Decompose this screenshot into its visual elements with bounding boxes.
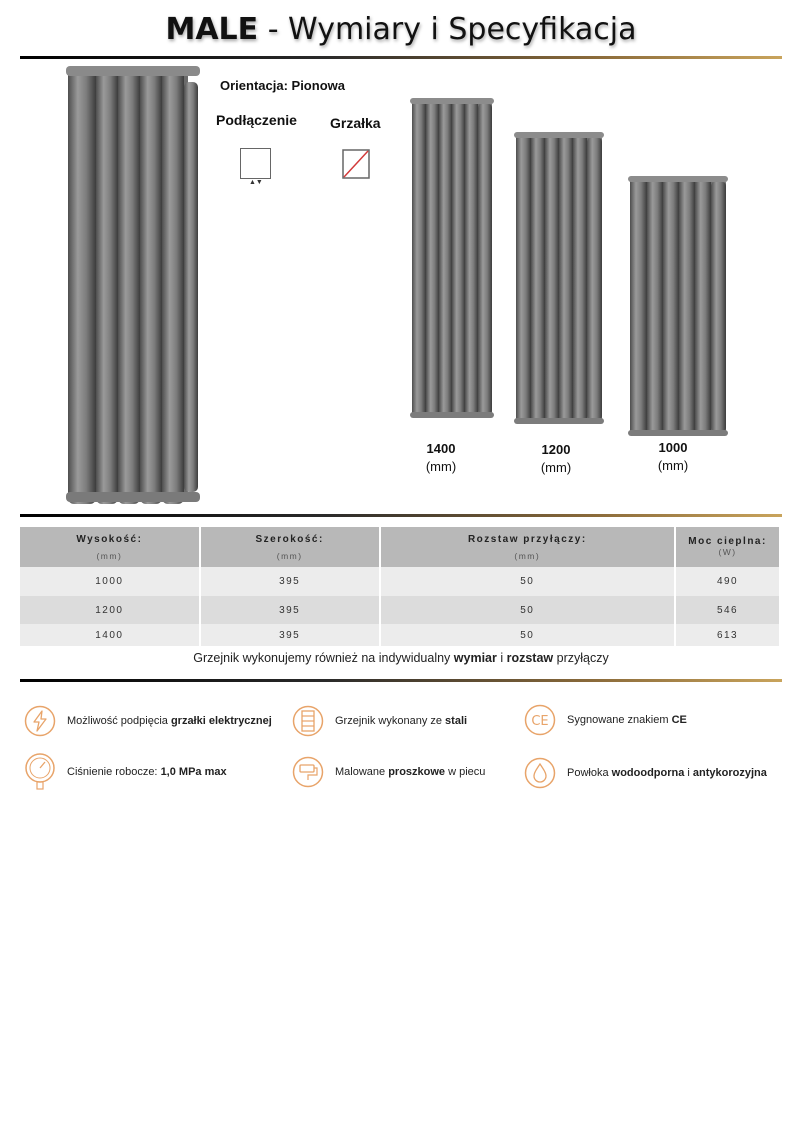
feature-ce: CE Sygnowane znakiem CE — [524, 704, 687, 736]
water-drop-icon — [524, 757, 556, 789]
radiator-main-image — [38, 64, 218, 508]
features-divider — [20, 679, 782, 682]
pressure-gauge-icon — [24, 753, 56, 791]
table-row — [20, 596, 780, 624]
feature-pressure: Ciśnienie robocze: 1,0 MPa max — [24, 753, 227, 791]
header-width: Szerokość: (mm) — [200, 527, 380, 567]
size-label-1400: 1400 (mm) — [425, 441, 457, 474]
cell-height: 1000 — [20, 567, 200, 596]
cell-power: 490 — [675, 567, 780, 596]
section-divider — [20, 514, 782, 517]
cell-width: 395 — [200, 567, 380, 596]
radiator-1200-image — [512, 130, 606, 426]
ladder-icon — [292, 705, 324, 737]
connection-label: Podłączenie — [216, 112, 297, 128]
cell-width: 395 — [200, 624, 380, 646]
heater-label: Grzałka — [330, 115, 381, 131]
paint-roller-icon — [292, 756, 324, 788]
cell-height: 1200 — [20, 596, 200, 624]
table-row — [20, 624, 780, 646]
header-height: Wysokość: (mm) — [20, 527, 200, 567]
orientation-label: Orientacja: Pionowa — [220, 78, 345, 93]
custom-size-note: Grzejnik wykonujemy również na indywidualny wymiar i rozstaw przyłączy — [193, 651, 609, 665]
header-divider — [20, 56, 782, 59]
cell-spacing: 50 — [380, 596, 676, 624]
spec-table — [20, 527, 781, 646]
size-label-1000: 1000 (mm) — [657, 440, 689, 473]
cell-spacing: 50 — [380, 567, 676, 596]
table-header-row — [20, 527, 780, 567]
cell-width: 395 — [200, 596, 380, 624]
bottom-connection-icon — [240, 148, 271, 179]
page-title: MALE - Wymiary i Specyfikacja — [165, 12, 637, 47]
connection-arrows-icon: ▲▼ — [249, 179, 263, 186]
feature-heater: Możliwość podpięcia grzałki elektrycznej — [24, 705, 272, 737]
radiator-1000-image — [626, 174, 730, 440]
cell-height: 1400 — [20, 624, 200, 646]
lightning-icon — [24, 705, 56, 737]
feature-steel: Grzejnik wykonany ze stali — [292, 705, 467, 737]
no-heater-icon — [342, 149, 370, 179]
feature-coating: Powłoka wodoodporna i antykorozyjna — [524, 757, 767, 789]
feature-powder: Malowane proszkowe w piecu — [292, 756, 485, 788]
svg-text:CE: CE — [531, 714, 549, 729]
header-power: Moc cieplna: (W) — [675, 527, 780, 567]
cell-power: 546 — [675, 596, 780, 624]
ce-mark-icon — [524, 704, 556, 736]
table-row — [20, 567, 780, 596]
cell-spacing: 50 — [380, 624, 676, 646]
radiator-1400-image — [408, 96, 496, 420]
size-label-1200: 1200 (mm) — [540, 442, 572, 475]
header-spacing: Rozstaw przyłączy: (mm) — [380, 527, 676, 567]
cell-power: 613 — [675, 624, 780, 646]
